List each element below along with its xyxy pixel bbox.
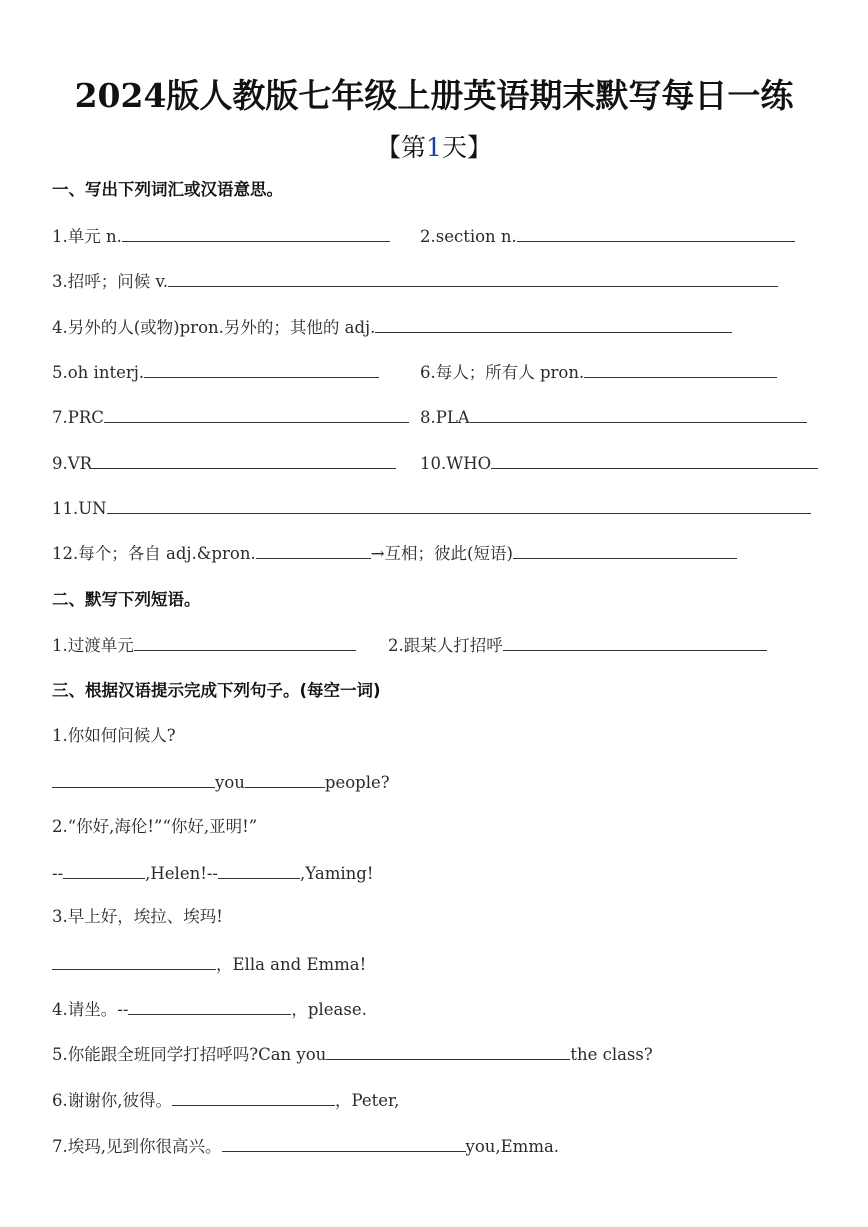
answer-blank[interactable] xyxy=(104,406,409,423)
answer-blank[interactable] xyxy=(52,771,215,788)
answer-blank[interactable] xyxy=(517,225,795,242)
vocab-q10 xyxy=(420,452,818,475)
phrase-p1 xyxy=(52,634,356,657)
sentence-4-word-a: ，please. xyxy=(291,1000,367,1019)
page-title: 2024版人教版七年级上册英语期末默写每日一练 xyxy=(74,76,794,115)
sentence-6-word-a: ，Peter, xyxy=(335,1091,400,1110)
sentence-6-prompt: 6.谢谢你,彼得。 xyxy=(52,1091,172,1110)
sentence-2-answer xyxy=(52,862,373,885)
section-heading-phrases: 二、默写下列短语。 xyxy=(52,590,201,609)
day-number: 1 xyxy=(426,133,442,162)
answer-blank[interactable] xyxy=(326,1043,570,1060)
day-label-close: 天】 xyxy=(441,133,492,162)
sentence-1-word-a: you xyxy=(215,773,245,792)
answer-blank[interactable] xyxy=(470,406,807,423)
answer-blank[interactable] xyxy=(491,452,818,469)
sentence-5-word-a: the class? xyxy=(570,1045,653,1064)
answer-blank[interactable] xyxy=(218,862,300,879)
sentence-7 xyxy=(52,1135,559,1158)
answer-blank[interactable] xyxy=(172,1089,335,1106)
sentence-3-answer xyxy=(52,953,366,976)
vocab-q12-phrase-label: →互相；彼此(短语) xyxy=(370,544,513,563)
sentence-2-word-b: ,Yaming! xyxy=(300,864,374,883)
vocab-q2-label: 2.section n. xyxy=(420,227,517,246)
vocab-q11 xyxy=(52,497,811,520)
sentence-5-prompt: 5.你能跟全班同学打招呼吗?Can you xyxy=(52,1045,327,1064)
answer-blank[interactable] xyxy=(128,998,291,1015)
answer-blank[interactable] xyxy=(513,542,737,559)
vocab-q12 xyxy=(52,542,737,565)
section-heading-vocab: 一、写出下列词汇或汉语意思。 xyxy=(52,180,283,199)
answer-blank[interactable] xyxy=(245,771,325,788)
sentence-6 xyxy=(52,1089,399,1112)
answer-blank[interactable] xyxy=(122,225,390,242)
vocab-q12-label: 12.每个；各自 adj.&pron. xyxy=(52,544,256,563)
phrase-p1-label: 1.过渡单元 xyxy=(52,636,134,655)
answer-blank[interactable] xyxy=(52,953,216,970)
vocab-q4 xyxy=(52,316,732,339)
vocab-q3-label: 3.招呼；问候 v. xyxy=(52,272,169,291)
vocab-q8-label: 8.PLA xyxy=(420,408,470,427)
sentence-2-dash: -- xyxy=(52,864,64,883)
sentence-5 xyxy=(52,1043,653,1066)
sentence-1-answer xyxy=(52,771,390,794)
phrase-p2 xyxy=(388,634,767,657)
vocab-q3 xyxy=(52,270,778,293)
sentence-3-word-a: ，Ella and Emma! xyxy=(216,955,367,974)
sentence-2-prompt: 2.“你好,海伦!”“你好,亚明!” xyxy=(52,817,258,836)
vocab-q11-label: 11.UN xyxy=(52,499,107,518)
sentence-1-prompt: 1.你如何问候人? xyxy=(52,726,176,745)
vocab-q2 xyxy=(420,225,795,248)
section-heading-sentences: 三、根据汉语提示完成下列句子。(每空一词) xyxy=(52,681,381,700)
answer-blank[interactable] xyxy=(107,497,811,514)
vocab-q7 xyxy=(52,406,409,429)
answer-blank[interactable] xyxy=(503,634,767,651)
answer-blank[interactable] xyxy=(256,542,371,559)
vocab-q10-label: 10.WHO xyxy=(420,454,492,473)
answer-blank[interactable] xyxy=(63,862,145,879)
answer-blank[interactable] xyxy=(222,1135,466,1152)
vocab-q7-label: 7.PRC xyxy=(52,408,104,427)
day-label xyxy=(0,128,868,164)
sentence-4-prompt: 4.请坐。-- xyxy=(52,1000,129,1019)
vocab-q1-label: 1.单元 n. xyxy=(52,227,122,246)
answer-blank[interactable] xyxy=(168,270,778,287)
sentence-3-prompt: 3.早上好，埃拉、埃玛! xyxy=(52,907,223,926)
sentence-2-word-a: ,Helen!-- xyxy=(145,864,219,883)
sentence-4 xyxy=(52,998,367,1021)
vocab-q9 xyxy=(52,452,396,475)
vocab-q6 xyxy=(420,361,777,384)
answer-blank[interactable] xyxy=(134,634,356,651)
day-label-open: 【第 xyxy=(376,133,427,162)
vocab-q4-label: 4.另外的人(或物)pron.另外的；其他的 adj. xyxy=(52,318,376,337)
vocab-q5-label: 5.oh interj. xyxy=(52,363,145,382)
answer-blank[interactable] xyxy=(92,452,396,469)
vocab-q5 xyxy=(52,361,379,384)
answer-blank[interactable] xyxy=(375,316,732,333)
answer-blank[interactable] xyxy=(144,361,379,378)
sentence-7-prompt: 7.埃玛,见到你很高兴。 xyxy=(52,1137,222,1156)
vocab-q8 xyxy=(420,406,807,429)
vocab-q1 xyxy=(52,225,390,248)
phrase-p2-label: 2.跟某人打招呼 xyxy=(388,636,503,655)
answer-blank[interactable] xyxy=(584,361,777,378)
sentence-7-word-a: you,Emma. xyxy=(465,1137,560,1156)
vocab-q9-label: 9.VR xyxy=(52,454,93,473)
vocab-q6-label: 6.每人；所有人 pron. xyxy=(420,363,585,382)
sentence-1-word-b: people? xyxy=(324,773,390,792)
